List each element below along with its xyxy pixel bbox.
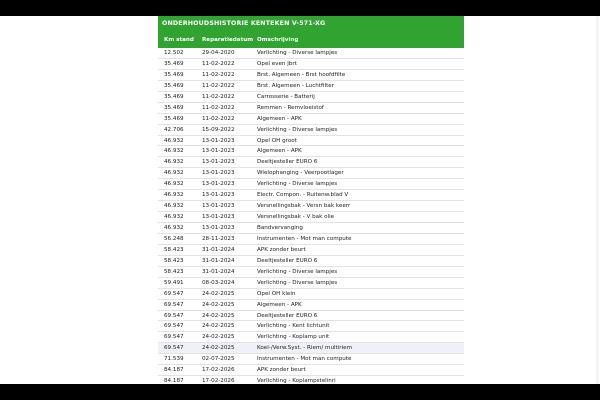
km-stand-cell: 12.502	[164, 50, 184, 56]
description-cell: APK zonder beurt	[257, 246, 306, 253]
column-header-reparatiedatum[interactable]: Reparatiedatum	[202, 37, 254, 43]
table-row[interactable]	[158, 256, 464, 267]
column-header-km-stand[interactable]: Km stand	[164, 37, 194, 43]
km-stand-cell: 69.547	[164, 323, 184, 330]
km-stand-cell: 69.547	[164, 345, 184, 352]
description-cell: Verlichting - Koplampstelinri	[257, 378, 336, 384]
table-row[interactable]	[158, 201, 464, 212]
maintenance-history-panel	[0, 16, 600, 384]
km-stand-cell: 58.423	[164, 268, 184, 275]
km-stand-cell: 56.248	[164, 235, 184, 242]
date-cell: 11-02-2022	[202, 82, 235, 89]
km-stand-cell: 35.469	[164, 82, 184, 89]
table-row[interactable]	[158, 365, 464, 376]
km-stand-cell: 59.491	[164, 279, 184, 286]
description-cell: Opel OH klein	[257, 290, 296, 297]
table-row[interactable]	[158, 168, 464, 179]
date-cell: 11-02-2022	[202, 104, 235, 111]
km-stand-cell: 69.547	[164, 290, 184, 297]
description-cell: Algemeen - APK	[257, 148, 302, 155]
table-row[interactable]	[158, 332, 464, 343]
column-header-omschrijving[interactable]: Omschrijving	[257, 37, 299, 43]
table-row[interactable]	[158, 157, 464, 168]
table-row[interactable]	[158, 92, 464, 103]
date-cell: 31-01-2024	[202, 257, 235, 264]
table-header	[158, 32, 464, 48]
km-stand-cell: 35.469	[164, 71, 184, 78]
table-row[interactable]	[158, 48, 464, 59]
date-cell: 02-07-2025	[202, 356, 235, 363]
date-cell: 28-11-2023	[202, 235, 235, 242]
table-row[interactable]	[158, 136, 464, 147]
date-cell: 11-02-2022	[202, 93, 235, 100]
description-cell: Bandvervanging	[257, 225, 303, 231]
km-stand-cell: 46.932	[164, 181, 184, 188]
description-cell: Koel-/Verw.Syst. - Riem/ multiriem	[257, 345, 353, 352]
description-cell: APK zonder beurt	[257, 367, 306, 374]
date-cell: 24-02-2025	[202, 334, 235, 341]
table-row[interactable]	[158, 234, 464, 245]
table-row[interactable]	[158, 354, 464, 365]
date-cell: 29-04-2020	[202, 50, 235, 56]
table-row[interactable]	[158, 245, 464, 256]
description-cell: Algemeen - APK	[257, 301, 302, 308]
km-stand-cell: 58.423	[164, 246, 184, 253]
table-title: ONDERHOUDSHISTORIE KENTEKEN V-571-XG	[158, 16, 464, 32]
date-cell: 17-02-2026	[202, 378, 235, 384]
table-row[interactable]	[158, 114, 464, 125]
date-cell: 13-01-2023	[202, 170, 235, 177]
table-row[interactable]	[158, 81, 464, 92]
table-row[interactable]	[158, 212, 464, 223]
km-stand-cell: 42.706	[164, 126, 184, 133]
description-cell: Verlichting - Kent lichtunit	[257, 323, 330, 330]
table-row[interactable]	[158, 190, 464, 201]
description-cell: Verlichting - Diverse lampjes	[257, 50, 338, 56]
date-cell: 24-02-2025	[202, 323, 235, 330]
description-cell: Remmen - Remvloeistof	[257, 104, 324, 111]
km-stand-cell: 35.469	[164, 115, 184, 122]
description-cell: Opel OH groot	[257, 137, 297, 144]
description-cell: Brst. Algemeen - Luchtfilter	[257, 82, 335, 89]
description-cell: Instrumenten - Mot man compute	[257, 235, 352, 242]
table-row[interactable]	[158, 179, 464, 190]
date-cell: 11-02-2022	[202, 71, 235, 78]
table-row[interactable]	[158, 70, 464, 81]
table-row[interactable]	[158, 376, 464, 384]
table-row[interactable]	[158, 321, 464, 332]
table-row[interactable]	[158, 223, 464, 234]
letterbox-bottom	[0, 384, 600, 400]
description-cell: Opel even jbrt	[257, 60, 297, 67]
date-cell: 13-01-2023	[202, 225, 235, 231]
date-cell: 13-01-2023	[202, 148, 235, 155]
date-cell: 13-01-2023	[202, 192, 235, 199]
km-stand-cell: 84.187	[164, 378, 184, 384]
date-cell: 31-01-2024	[202, 268, 235, 275]
km-stand-cell: 35.469	[164, 104, 184, 111]
table-row[interactable]	[158, 289, 464, 300]
description-cell: Brst. Algemeen - Brst hoofdfilte	[257, 71, 346, 78]
description-cell: Algemeen - APK	[257, 115, 302, 122]
date-cell: 08-03-2024	[202, 279, 235, 286]
date-cell: 13-01-2023	[202, 181, 235, 188]
date-cell: 31-01-2024	[202, 246, 235, 253]
description-cell: Deeltjesteller EURO 6	[257, 257, 318, 264]
description-cell: Verlichting - Diverse lampjes	[257, 181, 338, 188]
table-row[interactable]	[158, 311, 464, 322]
km-stand-cell: 46.932	[164, 159, 184, 166]
description-cell: Versnellingsbak - V bak olie	[257, 214, 335, 221]
date-cell: 11-02-2022	[202, 60, 235, 67]
description-cell: Instrumenten - Mot man compute	[257, 356, 352, 363]
table-row[interactable]	[158, 146, 464, 157]
km-stand-cell: 46.932	[164, 214, 184, 221]
table-row[interactable]	[158, 278, 464, 289]
date-cell: 24-02-2025	[202, 290, 235, 297]
km-stand-cell: 46.932	[164, 148, 184, 155]
description-cell: Carrosserie - Batterij	[257, 93, 315, 100]
km-stand-cell: 35.469	[164, 93, 184, 100]
description-cell: Deeltjesteller EURO 6	[257, 159, 318, 166]
date-cell: 13-01-2023	[202, 203, 235, 210]
description-cell: Verlichting - Diverse lampjes	[257, 279, 338, 286]
table-row[interactable]	[158, 300, 464, 311]
date-cell: 24-02-2025	[202, 345, 235, 352]
table-row[interactable]	[158, 267, 464, 278]
date-cell: 13-01-2023	[202, 159, 235, 166]
table-row[interactable]	[158, 103, 464, 114]
km-stand-cell: 46.932	[164, 170, 184, 177]
description-cell: Electr. Compon. - Ruitenw.blad V	[257, 192, 349, 199]
date-cell: 24-02-2025	[202, 312, 235, 319]
date-cell: 24-02-2025	[202, 301, 235, 308]
km-stand-cell: 46.932	[164, 192, 184, 199]
date-cell: 15-09-2022	[202, 126, 235, 133]
km-stand-cell: 46.932	[164, 137, 184, 144]
date-cell: 11-02-2022	[202, 115, 235, 122]
table-row[interactable]	[158, 343, 464, 354]
description-cell: Verlichting - Koplamp unit	[257, 334, 330, 341]
date-cell: 17-02-2026	[202, 367, 235, 374]
table-row[interactable]	[158, 59, 464, 70]
date-cell: 13-01-2023	[202, 214, 235, 221]
km-stand-cell: 46.932	[164, 203, 184, 210]
description-cell: Wielophanging - Veerpootlager	[257, 170, 344, 177]
km-stand-cell: 69.547	[164, 301, 184, 308]
table-row[interactable]	[158, 125, 464, 136]
description-cell: Verlichting - Diverse lampjes	[257, 268, 338, 275]
km-stand-cell: 71.539	[164, 356, 184, 363]
table-body	[158, 48, 464, 384]
letterbox-top	[0, 0, 600, 16]
description-cell: Versnellingsbak - Versn bak keerr	[257, 203, 351, 210]
scrollbar[interactable]	[596, 16, 599, 384]
km-stand-cell: 69.547	[164, 334, 184, 341]
km-stand-cell: 58.423	[164, 257, 184, 264]
km-stand-cell: 69.547	[164, 312, 184, 319]
km-stand-cell: 84.187	[164, 367, 184, 374]
description-cell: Verlichting - Diverse lampjes	[257, 126, 338, 133]
description-cell: Deeltjesteller EURO 6	[257, 312, 318, 319]
km-stand-cell: 35.469	[164, 60, 184, 67]
km-stand-cell: 46.932	[164, 225, 184, 231]
date-cell: 13-01-2023	[202, 137, 235, 144]
